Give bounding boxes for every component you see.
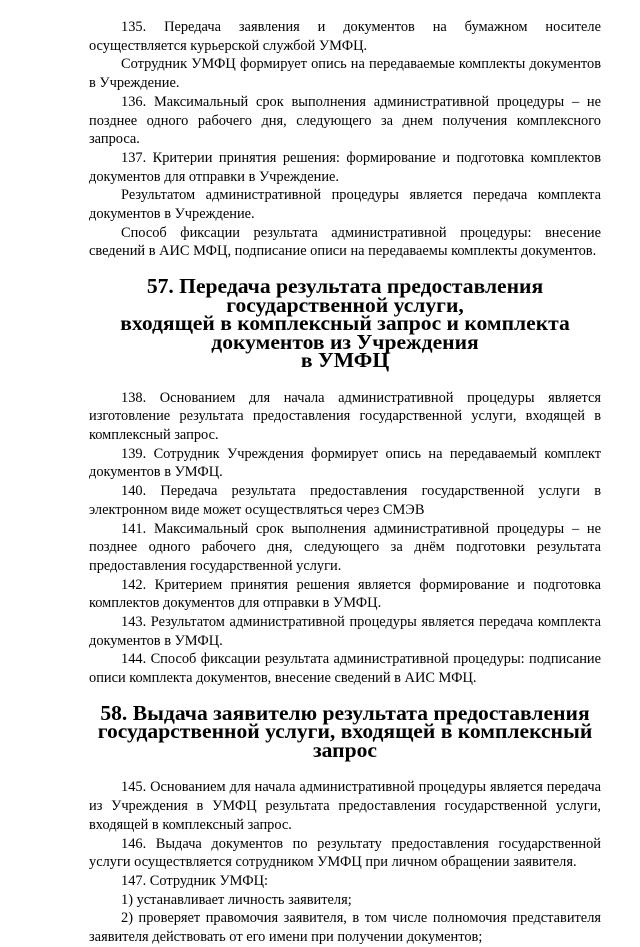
paragraph-139: 139. Сотрудник Учреждения формирует опись на передаваемый комплект документов в УМФЦ. xyxy=(89,445,601,481)
paragraph-137: 137. Критерии принятия решения: формирование и подготовка комплектов документов для отправки в Учреждение. xyxy=(89,149,601,185)
procedure-block-56-end xyxy=(89,18,601,261)
document-page xyxy=(89,18,601,947)
paragraph-145: 145. Основанием для начала административной процедуры является передача из Учреждения в УМФЦ результата предоставления государственной услуги, входящей в комплексный запрос. xyxy=(89,779,601,833)
list-item-2: 2) проверяет правомочия заявителя, в том числе полномочия представителя заявителя действовать от его имени при получении документов; xyxy=(89,910,601,946)
paragraph-inventory-to-institution: Сотрудник УМФЦ формирует опись на передаваемые комплекты документов в Учреждение. xyxy=(89,56,601,92)
paragraph-140: 140. Передача результата предоставления государственной услуги в электронном виде может осуществляться через СМЭВ xyxy=(89,483,601,518)
paragraph-144: 144. Способ фиксации результата административной процедуры: подписание описи комплекта документов, внесение сведений в АИС МФЦ. xyxy=(89,651,601,687)
section-57-heading xyxy=(89,274,601,373)
paragraph-result: Результатом административной процедуры является передача комплекта документов в Учреждение. xyxy=(89,187,601,223)
list-item-1: 1) устанавливает личность заявителя; xyxy=(121,891,352,908)
section-57-heading-line-1: 57. Передача результата предоставления государственной услуги, xyxy=(146,274,544,317)
section-58-heading-line-2: государственной услуги, входящей в комплексный запрос xyxy=(97,719,593,762)
paragraph-135: 135. Передача заявления и документов на бумажном носителе осуществляется курьерской службой УМФЦ. xyxy=(89,19,601,54)
paragraph-fixation: Способ фиксации результата административной процедуры: внесение сведений в АИС МФЦ, подписание описи на передаваемы комплекты документов. xyxy=(89,224,601,260)
paragraph-146: 146. Выдача документов по результату предоставления государственной услуги осуществляется сотрудником УМФЦ при личном обращении заявителя. xyxy=(89,835,601,871)
section-57-heading-line-3: в УМФЦ xyxy=(300,348,390,373)
paragraph-142: 142. Критерием принятия решения является формирование и подготовка комплектов документов для отправки в УМФЦ. xyxy=(89,576,601,612)
section-57-heading-line-2: входящей в комплексный запрос и комплекта документов из Учреждения xyxy=(120,311,570,354)
paragraph-141: 141. Максимальный срок выполнения административной процедуры – не позднее одного рабочего дня, следующего за днём подготовки результата предоставления государственной услуги. xyxy=(89,520,601,574)
section-57-body xyxy=(89,389,601,688)
section-58-heading-line-1: 58. Выдача заявителю результата предоставления xyxy=(100,700,590,725)
paragraph-147: 147. Сотрудник УМФЦ: xyxy=(121,872,269,889)
section-58-body xyxy=(89,778,601,946)
section-58-heading xyxy=(89,700,601,762)
paragraph-138: 138. Основанием для начала административной процедуры является изготовление результата предоставления государственной услуги, входящей в комплексный запрос. xyxy=(89,389,601,444)
paragraph-143: 143. Результатом административной процедуры является передача комплекта документов в УМФЦ. xyxy=(89,614,601,649)
paragraph-136: 136. Максимальный срок выполнения административной процедуры – не позднее одного рабочего дня, следующего за днем получения комплексного запроса. xyxy=(89,93,601,148)
